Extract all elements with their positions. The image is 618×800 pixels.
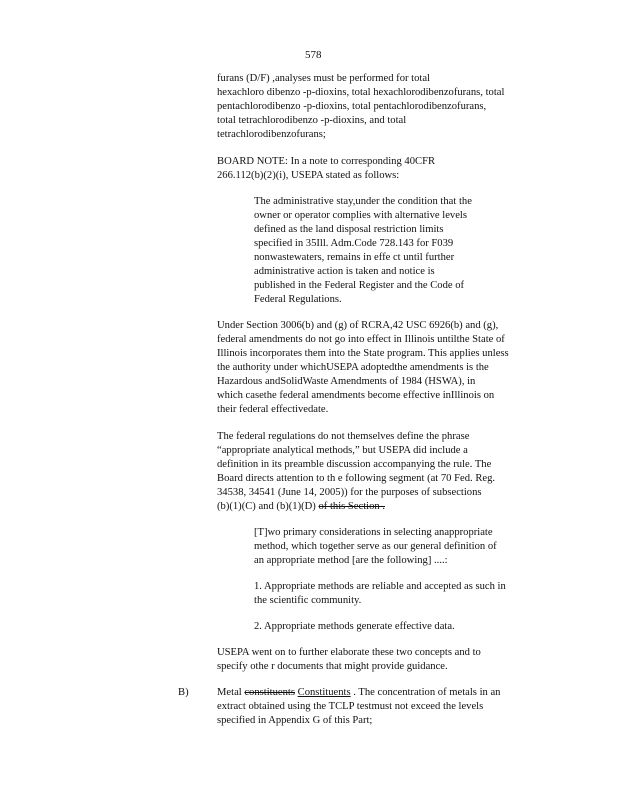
text-span: . The concentration of metals in an	[350, 687, 501, 698]
text-line: which casethe federal amendments become effective inIllinois on	[217, 390, 495, 401]
text-line: pentachlorodibenzo -p-dioxins, total pentachlorodibenzofurans,	[217, 101, 487, 112]
text-line: an appropriate method [are the following] ....:	[254, 555, 448, 566]
text-line: definition in its preamble discussion accompanying the rule. The	[217, 459, 492, 470]
text-span: Metal	[217, 687, 245, 698]
text-line: Hazardous andSolidWaste Amendments of 1984 (HSWA), in	[217, 376, 476, 387]
text-line: published in the Federal Register and the Code of	[254, 280, 465, 291]
text-line: USEPA went on to further elaborate these two concepts and to	[217, 647, 481, 658]
text-line: nonwastewaters, remains in effe ct until further	[254, 252, 455, 263]
text-line: tetrachlorodibenzofurans;	[217, 129, 326, 140]
text-line: Federal Regulations.	[254, 294, 342, 305]
text-line: specify othe r documents that might provide guidance.	[217, 661, 448, 672]
text-line: Board directs attention to th e following segment (at 70 Fed. Reg.	[217, 473, 496, 484]
text-line: The federal regulations do not themselves define the phrase	[217, 431, 470, 442]
list-item: 2. Appropriate methods generate effective data.	[254, 621, 455, 632]
text-line	[217, 501, 385, 513]
page-number: 578	[305, 49, 322, 61]
text-line: specified in 35Ill. Adm.Code 728.143 for F039	[254, 238, 454, 249]
text-line: 266.112(b)(2)(i), USEPA stated as follows:	[217, 170, 400, 181]
inserted-text: Constituents	[297, 687, 351, 698]
text-line: total tetrachlorodibenzo -p-dioxins, and total	[217, 115, 407, 126]
text-line: method, which together serve as our general definition of	[254, 541, 497, 552]
text-line: owner or operator complies with alternative levels	[254, 210, 467, 221]
text-line: 1. Appropriate methods are reliable and accepted as such in	[254, 581, 506, 592]
text-line: 34538, 34541 (June 14, 2005)) for the purposes of subsections	[217, 487, 482, 498]
text-line: hexachloro dibenzo -p-dioxins, total hexachlorodibenzofurans, total	[217, 87, 505, 98]
text-line: The administrative stay,under the condition that the	[254, 196, 472, 207]
text-line	[217, 687, 500, 699]
text-line: the authority under whichUSEPA adoptedthe amendments is the	[217, 362, 489, 373]
text-line: specified in Appendix G of this Part;	[217, 715, 373, 726]
text-line: extract obtained using the TCLP testmust not exceed the levels	[217, 701, 484, 712]
text-line: furans (D/F) ,analyses must be performed for total	[217, 73, 430, 84]
text-line: [T]wo primary considerations in selecting anappropriate	[254, 527, 493, 538]
deleted-text: constituents	[244, 687, 295, 698]
text-line: Illinois incorporates them into the State program. This applies unless	[217, 348, 509, 359]
text-line: BOARD NOTE: In a note to corresponding 40CFR	[217, 156, 436, 167]
deleted-text: of this Section .	[318, 501, 385, 512]
section-label: B)	[178, 687, 189, 698]
text-line: Under Section 3006(b) and (g) of RCRA,42 USC 6926(b) and (g),	[217, 320, 499, 331]
text-line: federal amendments do not go into effect in Illinois untilthe State of	[217, 334, 505, 345]
subsection-reference: (b)(1)(C) and (b)(1)(D)	[217, 501, 319, 512]
text-line: their federal effectivedate.	[217, 404, 329, 415]
text-line: administrative action is taken and notice is	[254, 266, 435, 277]
text-line: “appropriate analytical methods,” but USEPA did include a	[217, 445, 468, 456]
text-line: defined as the land disposal restriction limits	[254, 224, 444, 235]
text-line: the scientific community.	[254, 595, 362, 606]
